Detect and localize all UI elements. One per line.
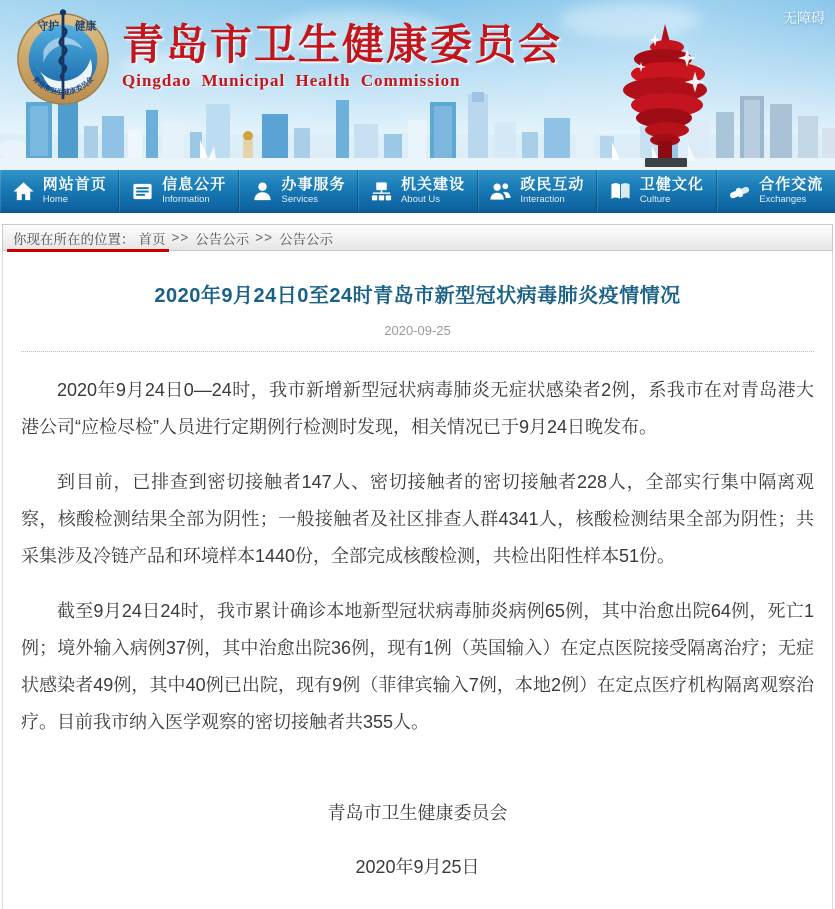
nav-sublabel: Home bbox=[42, 193, 69, 205]
article-sign-date: 2020年9月25日 bbox=[355, 857, 480, 877]
nav-item-exchanges[interactable] bbox=[717, 170, 835, 212]
nav-item-about[interactable] bbox=[358, 170, 477, 212]
article-paragraph: 截至9月24日24时，我市累计确诊本地新型冠状病毒肺炎病例65例，其中治愈出院64例，死亡1例；境外输入病例37例，其中治愈出院36例，现有1例（英国输入）在定点医院接受隔离治疗；无症状感染者49例，其中40例已出院，现有9例（菲律宾输入7例，本地2例）在定点医疗机构隔离观察治疗。目前我市纳入医学观察的密切接触者共355人。 bbox=[21, 601, 814, 732]
nav-item-interaction[interactable] bbox=[478, 170, 597, 212]
nav-sublabel: Information bbox=[162, 193, 210, 205]
nav-label: 合作交流 bbox=[759, 176, 824, 194]
may-wind-sculpture-image bbox=[611, 20, 723, 170]
nav-label: 网站首页 bbox=[42, 176, 107, 194]
article-content bbox=[2, 251, 833, 909]
people-icon bbox=[489, 180, 512, 203]
breadcrumb-link-notices[interactable]: 公告公示 bbox=[195, 231, 250, 247]
nav-label: 办事服务 bbox=[281, 176, 346, 194]
breadcrumb bbox=[2, 224, 833, 251]
nav-label: 机关建设 bbox=[400, 176, 465, 194]
nav-item-culture[interactable] bbox=[597, 170, 716, 212]
nav-label: 信息公开 bbox=[162, 176, 227, 194]
svg-text:健康: 健康 bbox=[74, 20, 97, 33]
breadcrumb-separator: >> bbox=[171, 230, 190, 245]
publish-date: 2020-09-25 bbox=[384, 323, 451, 338]
nav-sublabel: Services bbox=[281, 193, 318, 205]
article-signature: 青岛市卫生健康委员会 bbox=[327, 803, 508, 823]
home-icon bbox=[12, 180, 35, 203]
breadcrumb-separator: >> bbox=[255, 230, 274, 245]
brand-area bbox=[14, 8, 562, 106]
site-subtitle: Qingdao Municipal Health Commission bbox=[122, 71, 461, 91]
nav-sublabel: Exchanges bbox=[759, 193, 807, 205]
article-title: 2020年9月24日0至24时青岛市新型冠状病毒肺炎疫情情况 bbox=[154, 285, 681, 307]
title-divider bbox=[21, 351, 814, 352]
nav-label: 政民互动 bbox=[520, 176, 585, 194]
nav-sublabel: Culture bbox=[639, 193, 671, 205]
handshake-icon bbox=[728, 180, 751, 203]
site-title: 青岛市卫生健康委员会 bbox=[122, 21, 563, 68]
nav-label: 卫健文化 bbox=[639, 176, 704, 194]
svg-text:青岛市卫生健康委员会: 青岛市卫生健康委员会 bbox=[30, 75, 96, 97]
main-nav bbox=[0, 170, 835, 213]
nav-item-information[interactable] bbox=[119, 170, 238, 212]
document-icon bbox=[131, 180, 154, 203]
nav-sublabel: About Us bbox=[400, 193, 441, 205]
article-paragraph: 到目前，已排查到密切接触者147人、密切接触者的密切接触者228人，全部实行集中隔离观察，核酸检测结果全部为阴性；一般接触者及社区排查人群4341人，核酸检测结果全部为阴性；共采集涉及冷链产品和环境样本1440份，全部完成核酸检测，共检出阳性样本51份。 bbox=[21, 472, 814, 566]
person-icon bbox=[251, 180, 274, 203]
org-chart-icon bbox=[370, 180, 393, 203]
breadcrumb-accent-line bbox=[7, 249, 169, 252]
article-paragraph: 2020年9月24日0—24时，我市新增新型冠状病毒肺炎无症状感染者2例，系我市在对青岛港大港公司“应检尽检”人员进行定期例行检测时发现，相关情况已于9月24日晚发布。 bbox=[21, 380, 814, 437]
nav-sublabel: Interaction bbox=[520, 193, 565, 205]
book-icon bbox=[609, 180, 632, 203]
breadcrumb-prefix: 你现在所在的位置： bbox=[13, 231, 135, 247]
site-header bbox=[0, 0, 835, 170]
svg-text:守护: 守护 bbox=[37, 20, 60, 33]
accessibility-link[interactable]: 无障碍 bbox=[783, 10, 825, 26]
nav-item-services[interactable] bbox=[239, 170, 358, 212]
health-commission-logo-icon bbox=[14, 8, 112, 106]
nav-item-home[interactable] bbox=[0, 170, 119, 212]
breadcrumb-link-current[interactable]: 公告公示 bbox=[279, 231, 334, 247]
breadcrumb-link-home[interactable]: 首页 bbox=[138, 231, 166, 247]
